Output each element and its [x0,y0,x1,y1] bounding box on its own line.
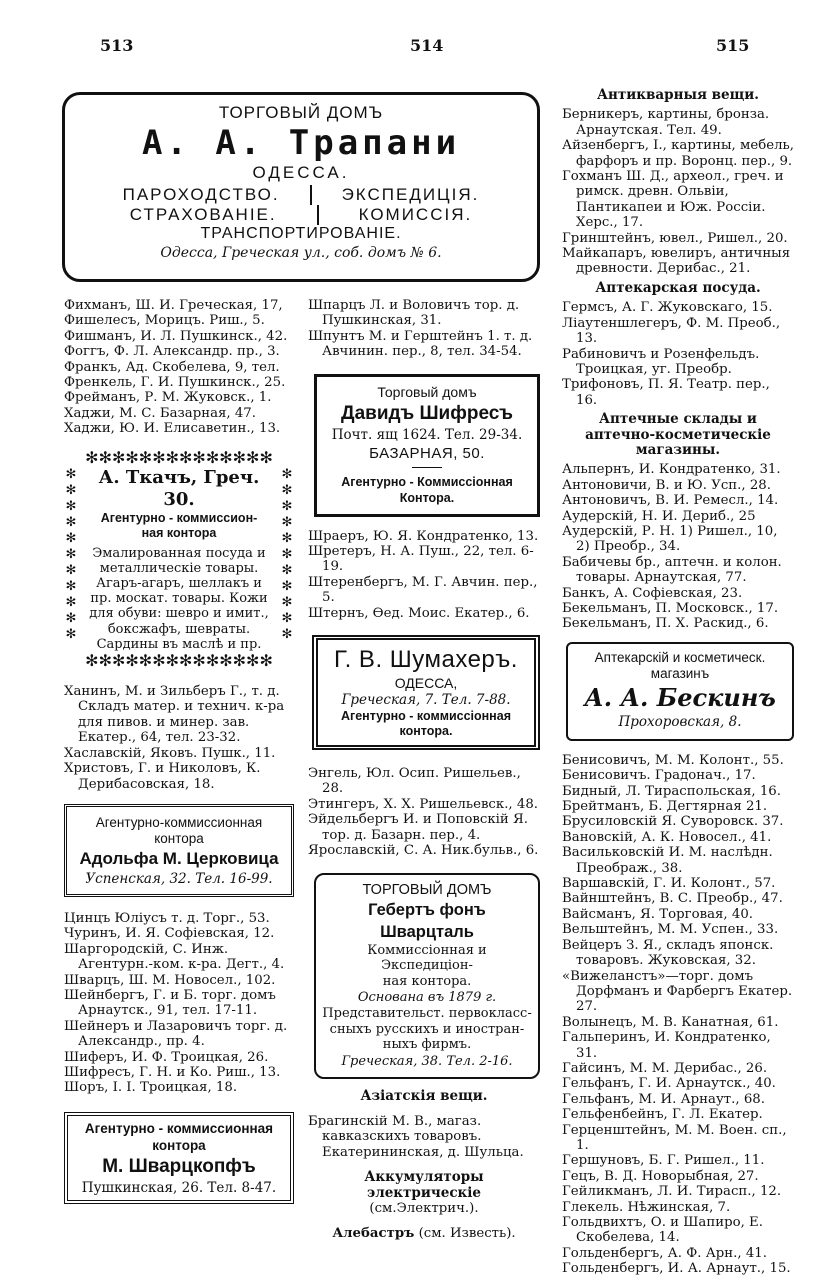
list-item: Бенисовичъ. Градонач., 17. [562,768,756,784]
col2-sect1-list [308,1114,540,1160]
ad-tkach-l3: ная контора [141,525,217,540]
ad-tserkovits-name: Адольфа М. Церковица [79,848,279,868]
ad-shumakher-city: ОДЕССА, [394,675,458,692]
list-item: Вановскій, А. К. Новосел., 41. [562,829,772,845]
list-item: Гельфанъ, М. И. Арнаут., 68. [562,1091,765,1107]
list-item: Рабиновичъ и Розенфельдъ. Троицкая, уг. Преобр. [562,346,760,377]
col2-mid-list [308,529,540,621]
ad-shvartstal-founded: Основана въ 1879 г. [357,990,497,1005]
ad-tserkovits-l1: Агентурно-коммиссионная [95,814,263,830]
ad-shifres-l6: Контора. [399,490,455,505]
list-item: Фихманъ, Ш. И. Греческая, 17, [64,298,283,313]
ad-tkach-title: А. Ткачъ, Греч. 30. [98,466,260,510]
ad-shvartstal [314,873,540,1079]
ad-trapani-steam: ПАРОХОДСТВО. [122,185,280,204]
list-item: Майкапаръ, ювелиръ, античныя древности. Дерибас., 21. [562,246,791,277]
ad-shvartstal-address: Греческая, 38. Тел. 2-16. [341,1053,513,1069]
col1-mid-list [64,684,294,792]
ad-tkach-l5: металлическіе товары. [99,560,259,576]
ad-shifres-l5: Агентурно - Коммиссіонная [341,474,513,489]
list-item: Этингеръ, Х. Х. Ришельевск., 48. [308,796,539,812]
list-item: Фишманъ, И. Л. Пушкинск., 42. [64,328,288,344]
ad-tkach-l8: для обуви: шевро и имит., [89,606,269,622]
ad-tserkovits-address: Успенская, 32. Тел. 16-99. [85,870,273,887]
col3-sect3-list [562,462,794,631]
ad-tserkovits [64,804,294,897]
ad-tkach-l10: Сардины въ маслѣ и пр. [96,636,262,652]
list-item: «Вижеланстъ»—торг. домъ Дорфманъ и Фарбергъ Екатер. 27. [562,968,793,1015]
list-item: Шифресъ, Г. Н. и Ко. Риш., 13. [64,1064,281,1080]
list-item: Варшавскій, Г. И. Колонт., 57. [562,876,776,892]
list-item: Штернъ, Өед. Моис. Екатер., 6. [308,605,530,621]
ad-tkach [64,449,294,670]
list-item: Герценштейнъ, М. М. Воен. сп., 1. [562,1122,787,1153]
ad-trapani-insurance: СТРАХОВАНІЕ. [129,205,277,224]
list-item: Фоггъ, Ф. Л. Александр. пр., 3. [64,344,280,360]
section-sub-accumulators: (см.Электрич.). [369,1200,479,1216]
list-item: Хаджи, Ю. И. Елисаветин., 13. [64,421,281,437]
list-item: Шпунтъ М. и Герштейнъ 1. т. д. Авчинин. пер., 8, тел. 34-54. [308,328,533,360]
page-number-center: 514 [410,36,444,55]
ad-tkach-l9: боксжафъ, шевраты. [107,621,251,637]
column-1 [64,298,294,1204]
ad-trapani-commission: КОМИССІЯ. [317,205,473,225]
list-item: Шварцъ, Ш. М. Новосел., 102. [64,972,276,988]
ad-tserkovits-l2: контора [154,830,204,846]
col3-bot-list [562,753,794,1277]
column-2 [308,298,540,1242]
ad-trapani-expedition: ЭКСПЕДИЦІЯ. [310,185,480,205]
list-item: Волынецъ, М. В. Канатная, 61. [562,1014,779,1030]
section-heading-alabaster: Алебастръ [332,1226,415,1242]
list-item: Шретеръ, Н. А. Пуш., 22, тел. 6-19. [308,544,534,575]
col1-bot-list [64,911,294,1096]
list-item: Эйдельбергъ И. и Поповскій Я. тор. д. Базарн. пер., 4. [308,812,528,843]
list-item: Шоръ, І. І. Троицкая, 18. [64,1080,238,1096]
list-item: Брагинскій М. В., магаз. кавказскихъ товаровъ. Екатерининская, д. Шульца. [308,1113,524,1160]
page-number-right: 515 [716,36,750,55]
list-item: Аудерскій, Н. И. Дериб., 25 [562,508,756,524]
list-item: Хаджи, М. С. Базарная, 47. [64,405,256,421]
list-item: Бекельманъ, П. Московск., 17. [562,601,779,616]
ad-shvartskopf-l1: Агентурно - коммиссионная [84,1120,274,1136]
col3-sect2-list [562,300,794,408]
section-heading-asian: Азіатскія вещи. [360,1087,488,1104]
list-item: Айзенбергъ, І., картины, мебель, фарфоръ и пр. Воронц. пер., 9. [562,138,794,169]
ad-shifres [314,374,540,517]
list-item: Чуринъ, И. Я. Софіевская, 12. [64,926,275,942]
list-item: Антоновичи, В. и Ю. Усп., 28. [562,477,771,493]
list-item: Глекель. Нѣжинская, 7. [562,1199,731,1215]
ad-beskin-l2: магазинъ [650,665,710,681]
list-item: Ханинъ, М. и Зильберъ Г., т. д. Складъ матер. и технич. к-ра для пивов. и минер. зав. Екатер., 64, тел. 23-32. [64,684,285,746]
list-item: Шаргородскій, С. Инж. Агентурн.-ком. к-ра. Дегт., 4. [64,941,285,973]
list-item: Гальперинъ, И. Кондратенко, 31. [562,1030,771,1061]
list-item: Энгель, Юл. Осип. Ришельев., 28. [308,766,521,797]
list-item: Франкъ, Ад. Скобелева, 9, тел. [64,359,280,375]
list-item: Шейнеръ и Лазаровичъ торг. д. Александр., пр. 4. [64,1018,288,1050]
list-item: Христовъ, Г. и Николовъ, К. Дерибасовская, 18. [64,761,261,792]
list-item: Гейликманъ, Л. И. Тирасп., 12. [562,1184,782,1200]
list-item: Шиферъ, И. Ф. Троицкая, 26. [64,1049,269,1065]
list-item: Фишелесъ, Морицъ. Риш., 5. [64,313,265,329]
col1-top-list [64,298,294,437]
list-item: Вайнштейнъ, В. С. Преобр., 47. [562,891,783,907]
ad-shifres-name: Давидъ Шифресъ [341,402,513,424]
list-item: Гольдвихтъ, О. и Шапиро, Е. Скобелева, 14. [562,1215,763,1246]
list-item: Гельфенбейнъ, Г. Л. Екатер. [562,1107,763,1123]
ad-tkach-stars-right: ✻ ✻ ✻ ✻ ✻ ✻ ✻ ✻ ✻ ✻ ✻ [281,466,293,642]
ad-shvartskopf [64,1112,294,1204]
list-item: Цинцъ Юліусъ т. д. Торг., 53. [64,910,270,926]
section-heading-pharmacy-stores: Аптечные склады и аптечно-косметическіе магазины. [585,411,771,458]
list-item: Гольденбергъ, А. Ф. Арн., 41. [562,1245,767,1261]
list-item: Хаславскій, Яковъ. Пушк., 11. [64,745,276,761]
ad-shvartstal-name: Гебертъ фонъ Шварцталь [368,900,486,941]
ad-shumakher-l4: Агентурно - коммиссіонная [341,709,511,724]
ad-trapani-city: ОДЕССА. [252,163,350,182]
ad-beskin-address: Прохоровская, 8. [618,713,742,730]
section-heading-pharmacy-ware: Аптекарская посуда. [595,279,761,296]
ad-tkach-l6: Агаръ-агаръ, шеллакъ и [96,576,262,592]
list-item: Гохманъ Ш. Д., археол., греч. и римск. древн. Ольвіи, Пантикапеи и Юж. Россіи. Херс., 17. [562,169,784,231]
list-item: Альпернъ, И. Кондратенко, 31. [562,462,781,478]
ad-beskin-name: А. А. Бескинъ [584,682,776,712]
ad-shifres-phone: Почт. ящ 1624. Тел. 29-34. [331,426,523,443]
list-item: Гольденбергъ, И. А. Арнаут., 15. [562,1261,791,1277]
col3-sect1-list [562,107,794,276]
list-item: Бекельманъ, П. Х. Раскид., 6. [562,616,769,632]
ad-trapani [62,92,540,282]
ad-shifres-l1: Торговый домъ [377,383,477,400]
ad-tkach-l2: Агентурно - коммиссион- [100,510,258,525]
list-item: Бенисовичъ, М. М. Колонт., 55. [562,752,784,768]
list-item: Вайсманъ, Я. Торговая, 40. [562,906,754,922]
list-item: Гермсъ, А. Г. Жуковскаго, 15. [562,300,773,316]
list-item: Френкель, Г. И. Пушкинск., 25. [64,375,286,391]
ad-tkach-l7: пр. москат. товары. Кожи [90,591,268,607]
ad-trapani-address: Одесса, Греческая ул., соб. домъ № 6. [160,245,442,261]
list-item: Фрейманъ, Р. М. Жуковск., 1. [64,390,272,406]
list-item: Гринштейнъ, ювел., Ришел., 20. [562,230,788,246]
ad-shvartstal-l3: Коммиссіонная и Экспедиціон- [367,942,487,973]
list-item: Вельштейнъ, М. М. Успен., 33. [562,922,779,938]
list-item: Шейнбергъ, Г. и Б. торг. домъ Арнаутск., 91, тел. 17-11. [64,987,276,1019]
column-3 [562,88,794,1277]
list-item: Берникеръ, картины, бронза. Арнаутская. Тел. 49. [562,107,770,138]
ad-shumakher [312,635,540,750]
ad-tkach-stars-bottom: ✻✻✻✻✻✻✻✻✻✻✻✻✻✻ [85,651,273,671]
ad-trapani-name: А. А. Трапани [141,123,461,163]
list-item: Ярославскій, С. А. Ник.бульв., 6. [308,843,539,859]
ad-shumakher-address: Греческая, 7. Тел. 7-88. [341,692,511,709]
ad-trapani-transport: ТРАНСПОРТИРОВАНІЕ. [200,225,402,242]
page-number-left: 513 [100,36,134,55]
ad-tkach-stars-left: ✻ ✻ ✻ ✻ ✻ ✻ ✻ ✻ ✻ ✻ ✻ [65,466,77,642]
list-item: Банкъ, А. Софіевская, 23. [562,585,743,601]
section-alabaster [308,1226,540,1241]
list-item: Трифоновъ, П. Я. Театр. пер., 16. [562,377,770,408]
ad-shvartskopf-l2: контора [152,1137,206,1153]
col2-mid2-list [308,766,540,858]
list-item: Штеренбергъ, М. Г. Авчин. пер., 5. [308,574,538,606]
ad-beskin [566,642,794,741]
list-item: Ліаутеншлегеръ, Ф. М. Преоб., 13. [562,315,781,347]
list-item: Гайсинъ, М. М. Дерибас., 26. [562,1060,768,1076]
ad-shifres-divider [412,467,442,468]
list-item: Бабичевы бр., аптечн. и колон. товары. Арнаутская, 77. [562,554,782,586]
ad-shifres-street: БАЗАРНАЯ, 50. [369,444,485,462]
list-item: Бидный, Л. Тираспольская, 16. [562,783,781,799]
ad-shvartstal-l8: ныхъ фирмъ. [382,1037,472,1052]
ad-trapani-l1: ТОРГОВЫЙ ДОМЪ [218,103,384,122]
list-item: Шраеръ, Ю. Я. Кондратенко, 13. [308,528,539,544]
ad-shvartstal-l4: ная контора. [382,973,472,989]
col2-top-list [308,298,540,360]
ad-shvartstal-l1: ТОРГОВЫЙ ДОМЪ [362,881,492,898]
list-item: Гельфанъ, Г. И. Арнаутск., 40. [562,1076,776,1092]
ad-shvartstal-l6: Представительст. первокласс- [322,1006,532,1021]
list-item: Васильковскій И. М. наслѣдн. Преображ., 38. [562,845,773,876]
list-item: Брусиловскій Я. Суворовск. 37. [562,814,784,830]
list-item: Шпарцъ Л. и Воловичъ тор. д. Пушкинская, 31. [308,298,520,329]
ad-shvartskopf-address: Пушкинская, 26. Тел. 8-47. [81,1179,277,1196]
ad-shvartstal-l7: сныхъ русскихъ и иностран- [329,1021,525,1037]
section-sub-alabaster: (см. Известь). [418,1226,516,1242]
ad-beskin-l1: Аптекарскій и косметическ. [594,649,766,665]
section-heading-antiques: Антикварныя вещи. [597,87,759,103]
list-item: Гершуновъ, Б. Г. Ришел., 11. [562,1153,765,1169]
ad-shvartskopf-name: М. Шварцкопфъ [102,1155,256,1177]
ad-tkach-stars-top: ✻✻✻✻✻✻✻✻✻✻✻✻✻✻ [85,447,273,467]
list-item: Вейцеръ З. Я., складъ японск. товаровъ. Жуковская, 32. [562,937,774,969]
list-item: Аудерскій, Р. Н. 1) Ришел., 10, 2) Преобр., 34. [562,523,778,555]
ad-shumakher-name: Г. В. Шумахеръ. [334,646,518,674]
ad-tkach-l4: Эмалированная посуда и [92,545,266,561]
ad-shumakher-l5: контора. [399,724,453,739]
section-heading-accumulators: Аккумуляторы электрическіе [364,1169,484,1201]
list-item: Антоновичъ, В. И. Ремесл., 14. [562,493,779,509]
list-item: Гецъ, В. Д. Новорыбная, 27. [562,1168,759,1184]
list-item: Брейтманъ, Б. Дегтярная 21. [562,799,768,815]
